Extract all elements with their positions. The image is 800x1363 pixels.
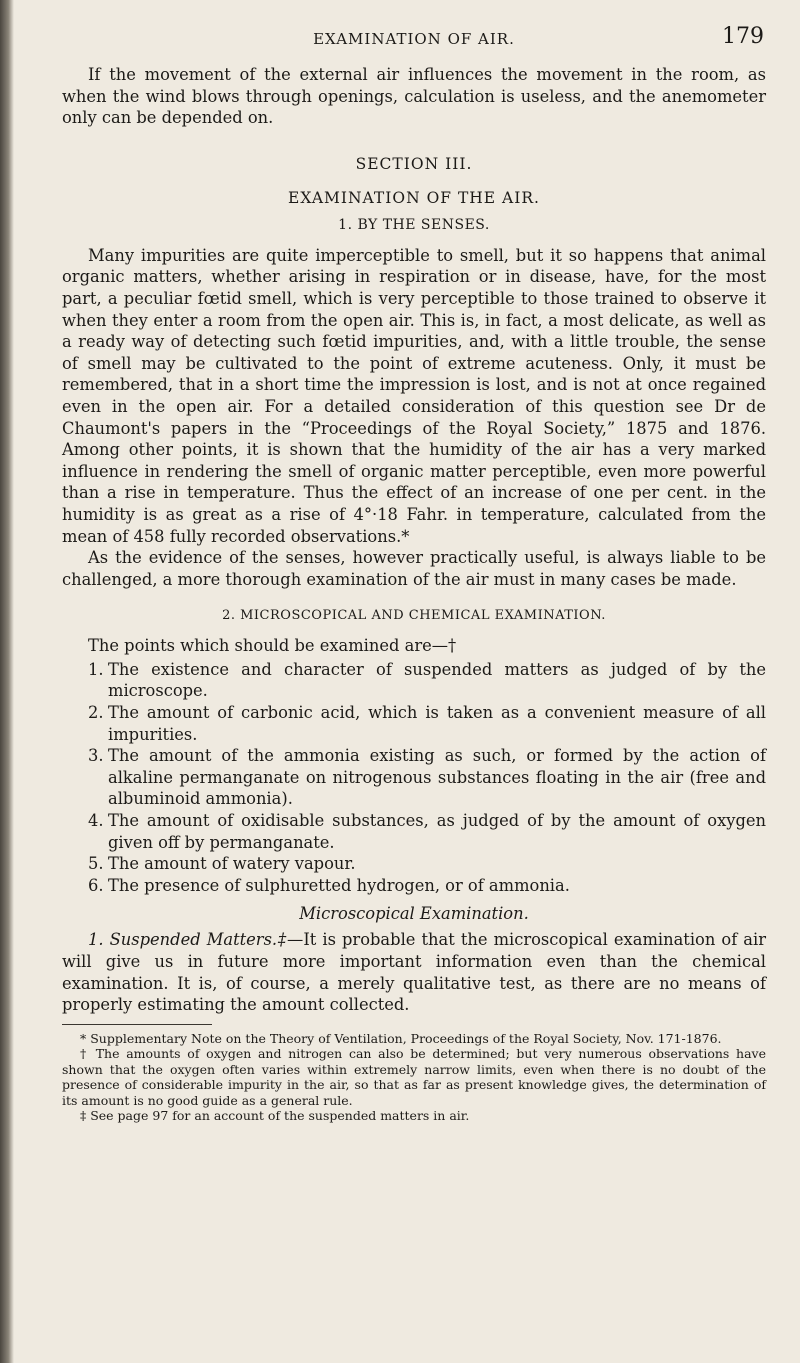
points-intro: The points which should be examined are—†	[88, 636, 457, 656]
list-item: 2. The amount of carbonic acid, which is taken as a convenient measure of all impurities.	[88, 703, 766, 744]
list-item: 1. The existence and character of suspended matters as judged of by the microscope.	[88, 659, 766, 701]
footnote-2: † The amounts of oxygen and nitrogen can also be determined; but very numerous observations have shown that the oxygen often varies within extremely narrow limits, even when there is no doubt of the presence of considerable impurity in the air, so that as far as present knowledge gives, the determination of its amount is no good guide as a general rule.	[62, 1046, 766, 1108]
list-item: 3. The amount of the ammonia existing as such, or formed by the action of alkaline permanganate on nitrogenous substances floating in the air (free and albuminoid ammonia).	[88, 746, 766, 809]
page-number: 179	[722, 24, 764, 49]
list-item: 6. The presence of sulphuretted hydrogen, or of ammonia.	[88, 875, 570, 895]
section-title: SECTION III.	[355, 154, 473, 173]
running-header	[62, 24, 766, 64]
intro-paragraph: If the movement of the external air influences the movement in the room, as when the wind blows through openings, calculation is useless, and the anemometer only can be depended on.	[62, 65, 766, 128]
senses-paragraph-1: Many impurities are quite imperceptible to smell, but it so happens that animal organic matters, whether arising in respiration or in disease, have, for the most part, a peculiar fœtid smell, which is very perceptible to those trained to observe it when they enter a room from the open air. This is, in fact, a most delicate, as well as a ready way of detecting such fœtid impurities, and, with a little trouble, the sense of smell may be cultivated to the point of extreme acuteness. Only, it must be remembered, that in a short time the impression is lost, and is not at once regained even in the open air. For a detailed consideration of this question see Dr de Chaumont's papers in the “Proceedings of the Royal Society,” 1875 and 1876. Among other points, it is shown that the humidity of the air has a very marked influence in rendering the smell of organic matter perceptible, even more powerful than a rise in temperature. Thus the effect of an increase of one per cent. in the humidity is as great as a rise of 4°·18 Fahr. in temperature, calculated from the mean of 458 fully recorded observations.*	[62, 245, 766, 546]
suspended-matters-lead: 1. Suspended Matters.‡	[88, 930, 288, 950]
section-subtitle: EXAMINATION OF THE AIR.	[288, 188, 540, 207]
microscopical-chemical-heading: 2. MICROSCOPICAL AND CHEMICAL EXAMINATION.	[222, 608, 606, 624]
senses-heading: 1. BY THE SENSES.	[338, 216, 490, 233]
suspended-matters-paragraph	[62, 929, 766, 1015]
running-title: EXAMINATION OF AIR.	[313, 30, 515, 48]
list-item: 5. The amount of watery vapour.	[88, 854, 356, 874]
footnote-3: ‡ See page 97 for an account of the suspended matters in air.	[80, 1108, 470, 1124]
footnotes	[62, 1031, 766, 1124]
senses-paragraph-2: As the evidence of the senses, however practically useful, is always liable to be challenged, a more thorough examination of the air must in many cases be made.	[62, 548, 766, 589]
list-item: 4. The amount of oxidisable substances, as judged of by the amount of oxygen given off by permanganate.	[88, 811, 766, 852]
points-list	[62, 659, 766, 897]
suspended-matters-text: —It is probable that the microscopical examination of air will give us in future more important information even than the chemical examination. It is, of course, a merely qualitative test, as there are no means of properly estimating the amount collected.	[62, 930, 766, 1015]
footnote-1: * Supplementary Note on the Theory of Ventilation, Proceedings of the Royal Society, Nov. 171-1876.	[80, 1030, 722, 1046]
page-body	[62, 64, 766, 1016]
microscopical-heading: Microscopical Examination.	[299, 904, 529, 924]
footnote-divider	[62, 1024, 212, 1025]
